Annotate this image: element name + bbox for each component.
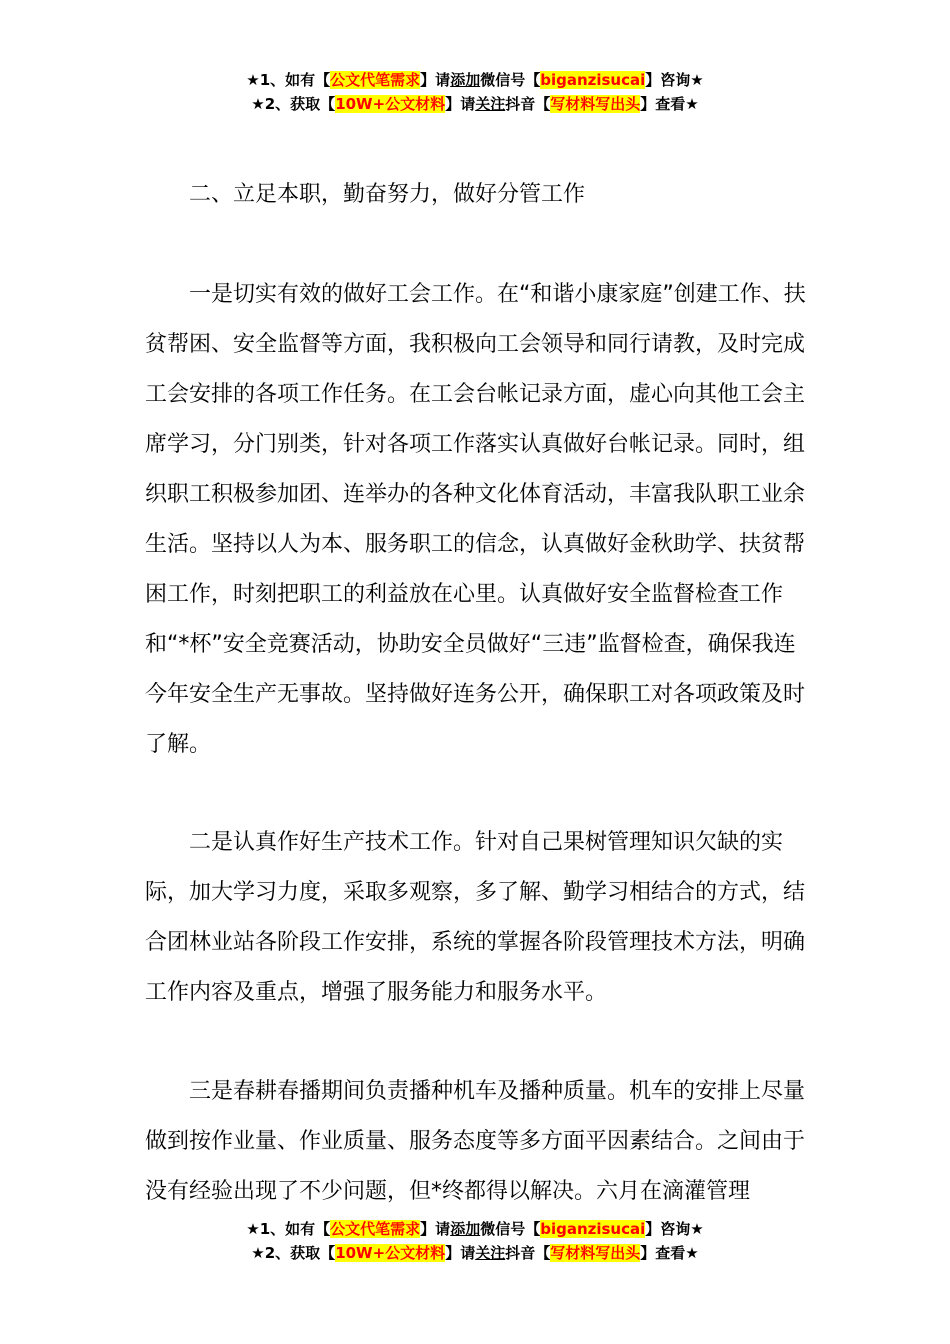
- banner-text: 】咨询★: [645, 1220, 704, 1238]
- header-banner: [0, 68, 950, 116]
- banner-text: 】咨询★: [645, 71, 704, 89]
- banner-highlight: biganzisucai: [540, 1220, 646, 1238]
- banner-text: ★2、获取【: [251, 95, 336, 113]
- banner-text: 抖音【: [505, 95, 551, 113]
- document-paragraph-2-block: [145, 818, 813, 1018]
- banner-text: ★1、如有【: [246, 1220, 331, 1238]
- banner-text: 微信号【: [480, 1220, 541, 1238]
- banner-text: 抖音【: [505, 1244, 551, 1262]
- document-body-heading: [145, 170, 813, 220]
- banner-underlined: 添加: [450, 71, 481, 89]
- banner-highlight: 10W+公文材料: [335, 95, 446, 113]
- footer-banner: [0, 1217, 950, 1265]
- banner-highlight: 写材料写出头: [550, 1244, 641, 1262]
- document-paragraph-3-block: [145, 1067, 813, 1217]
- banner-underlined: 添加: [450, 1220, 481, 1238]
- banner-text: 】请: [420, 71, 451, 89]
- banner-line-1: [0, 68, 950, 92]
- paragraph-3: 三是春耕春播期间负责播种机车及播种质量。机车的安排上尽量做到按作业量、作业质量、服务态度等多方面平因素结合。之间由于没有经验出现了不少问题，但*终都得以解决。六月在滴灌管理: [145, 1079, 806, 1204]
- banner-highlight: 10W+公文材料: [335, 1244, 446, 1262]
- paragraph-2: 二是认真作好生产技术工作。针对自己果树管理知识欠缺的实际，加大学习力度，采取多观察，多了解、勤学习相结合的方式，结合团林业站各阶段工作安排，系统的掌握各阶段管理技术方法，明确工作内容及重点，增强了服务能力和服务水平。: [145, 830, 806, 1005]
- section-heading: 二、立足本职，勤奋努力，做好分管工作: [189, 182, 586, 207]
- banner-text: 】请: [420, 1220, 451, 1238]
- banner-text: ★1、如有【: [246, 71, 331, 89]
- banner-line-2: [0, 1241, 950, 1265]
- banner-underlined: 关注: [475, 1244, 506, 1262]
- document-paragraph-1-block: [145, 270, 813, 770]
- banner-text: 微信号【: [480, 71, 541, 89]
- banner-text: 】请: [445, 95, 476, 113]
- banner-text: 】查看★: [640, 1244, 699, 1262]
- banner-highlight: biganzisucai: [540, 71, 646, 89]
- banner-highlight: 写材料写出头: [550, 95, 641, 113]
- banner-highlight: 公文代笔需求: [330, 71, 421, 89]
- banner-text: ★2、获取【: [251, 1244, 336, 1262]
- banner-underlined: 关注: [475, 95, 506, 113]
- banner-text: 】查看★: [640, 95, 699, 113]
- banner-line-1: [0, 1217, 950, 1241]
- banner-line-2: [0, 92, 950, 116]
- banner-text: 】请: [445, 1244, 476, 1262]
- paragraph-1: 一是切实有效的做好工会工作。在“和谐小康家庭”创建工作、扶贫帮困、安全监督等方面，我积极向工会领导和同行请教，及时完成工会安排的各项工作任务。在工会台帐记录方面，虚心向其他工会主席学习，分门别类，针对各项工作落实认真做好台帐记录。同时，组织职工积极参加团、连举办的各种文化体育活动，丰富我队职工业余生活。坚持以人为本、服务职工的信念，认真做好金秋助学、扶贫帮困工作，时刻把职工的利益放在心里。认真做好安全监督检查工作和“*杯”安全竞赛活动，协助安全员做好“三违”监督检查，确保我连今年安全生产无事故。坚持做好连务公开，确保职工对各项政策及时了解。: [145, 282, 806, 757]
- banner-highlight: 公文代笔需求: [330, 1220, 421, 1238]
